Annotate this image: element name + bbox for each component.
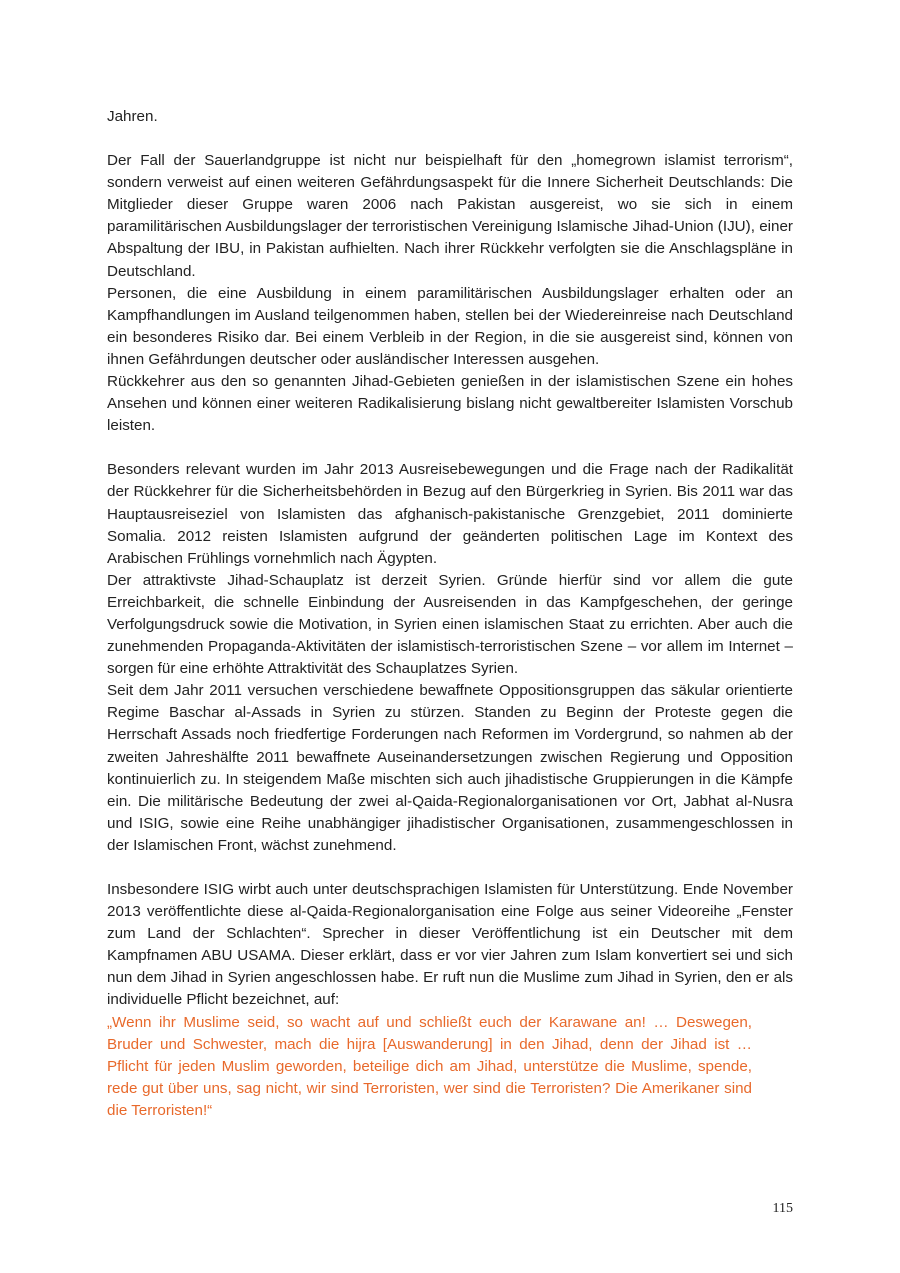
paragraph-ausbildung-risiko: Personen, die eine Ausbildung in einem paramilitärischen Ausbildungslager erhalten oder an Kampfhandlungen im Ausland teilgenommen haben, stellen bei der Wiedereinreise nach Deutschland ein besonderes Risiko dar. Bei einem Verbleib in der Region, in die sie ausgereist sind, können von ihnen Gefährdungen deutscher oder ausländischer Interessen ausgehen. — [107, 284, 793, 368]
body-text — [107, 106, 793, 1122]
paragraph-gap — [107, 857, 793, 879]
paragraph-gap — [107, 128, 793, 150]
paragraph-sauerlandgruppe: Der Fall der Sauerlandgruppe ist nicht nur beispielhaft für den „homegrown islamist terrorism“, sondern verweist auf einen weiteren Gefährdungsaspekt für die Innere Sicherheit Deutschlands: Die Mitglieder dieser Gruppe waren 2006 nach Pakistan ausgereist, wo sie sich in einem paramilitärischen Ausbildungslager der terroristischen Vereinigung Islamische Jihad-Union (IJU), einer Abspaltung der IBU, in Pakistan aufhielten. Nach ihrer Rückkehr verfolgten sie die Anschlagspläne in Deutschland. — [107, 152, 793, 280]
paragraph-rueckkehrer: Rückkehrer aus den so genannten Jihad-Gebieten genießen in der islamistischen Szene ein hohes Ansehen und können einer weiteren Radikalisierung bislang nicht gewaltbereiter Islamisten Vorschub leisten. — [107, 373, 793, 435]
block-quote: „Wenn ihr Muslime seid, so wacht auf und schließt euch der Karawane an! … Deswegen, Bruder und Schwester, mach die hijra [Auswanderung] in den Jihad, denn der Jihad ist … Pflicht für jeden Muslim geworden, beteilige dich am Jihad, unterstütze die Muslime, spende, rede gut über uns, sag nicht, wir sind Terroristen, wer sind die Terroristen? Die Amerikaner sind die Terroristen!“ — [107, 1013, 752, 1119]
paragraph-continuation: Jahren. — [107, 108, 158, 125]
paragraph-gap — [107, 437, 793, 459]
paragraph-ausreisebewegungen: Besonders relevant wurden im Jahr 2013 Ausreisebewegungen und die Frage nach der Radikalität der Rückkehrer für die Sicherheitsbehörden in Bezug auf den Bürgerkrieg in Syrien. Bis 2011 war das Hauptausreiseziel von Islamisten das afghanisch-pakistanische Grenzgebiet, 2011 dominierte Somalia. 2012 reisten Islamisten aufgrund der geänderten politischen Lage im Kontext des Arabischen Frühlings vornehmlich nach Ägypten. — [107, 461, 793, 567]
paragraph-jihad-schauplatz: Der attraktivste Jihad-Schauplatz ist derzeit Syrien. Gründe hierfür sind vor allem die gute Erreichbarkeit, die schnelle Einbindung der Ausreisenden in das Kampfgeschehen, der geringe Verfolgungsdruck sowie die Motivation, in Syrien einen islamischen Staat zu errichten. Aber auch die zunehmenden Propaganda-Aktivitäten der islamistisch-terroristischen Szene – vor allem im Internet – sorgen für eine erhöhte Attraktivität des Schauplatzes Syrien. — [107, 571, 793, 678]
page-number: 115 — [772, 1201, 793, 1216]
paragraph-oppositionsgruppen: Seit dem Jahr 2011 versuchen verschiedene bewaffnete Oppositionsgruppen das säkular orientierte Regime Baschar al-Assads in Syrien zu stürzen. Standen zu Beginn der Proteste gegen die Herrschaft Assads noch friedfertige Forderungen nach Reformen im Vordergrund, so nahmen ab der zweiten Jahreshälfte 2011 bewaffnete Auseinandersetzungen zwischen Regierung und Opposition kontinuierlich zu. In steigendem Maße mischten sich auch jihadistische Gruppierungen in die Kämpfe ein. Die militärische Bedeutung der zwei al-Qaida-Regionalorganisationen vor Ort, Jabhat al-Nusra und ISIG, sowie eine Reihe unabhängiger jihadistischer Organisationen, zusammengeschlossen in der Islamischen Front, wächst zunehmend. — [107, 682, 793, 854]
paragraph-isig-werbung: Insbesondere ISIG wirbt auch unter deutschsprachigen Islamisten für Unterstützung. Ende November 2013 veröffentlichte diese al-Qaida-Regionalorganisation eine Folge aus seiner Videoreihe „Fenster zum Land der Schlachten“. Sprecher in dieser Veröffentlichung ist ein Deutscher mit dem Kampfnamen ABU USAMA. Dieser erklärt, dass er vor vier Jahren zum Islam konvertiert sei und sich nun dem Jihad in Syrien angeschlossen habe. Er ruft nun die Muslime zum Jihad in Syrien, den er als individuelle Pflicht bezeichnet, auf: — [107, 881, 793, 1009]
